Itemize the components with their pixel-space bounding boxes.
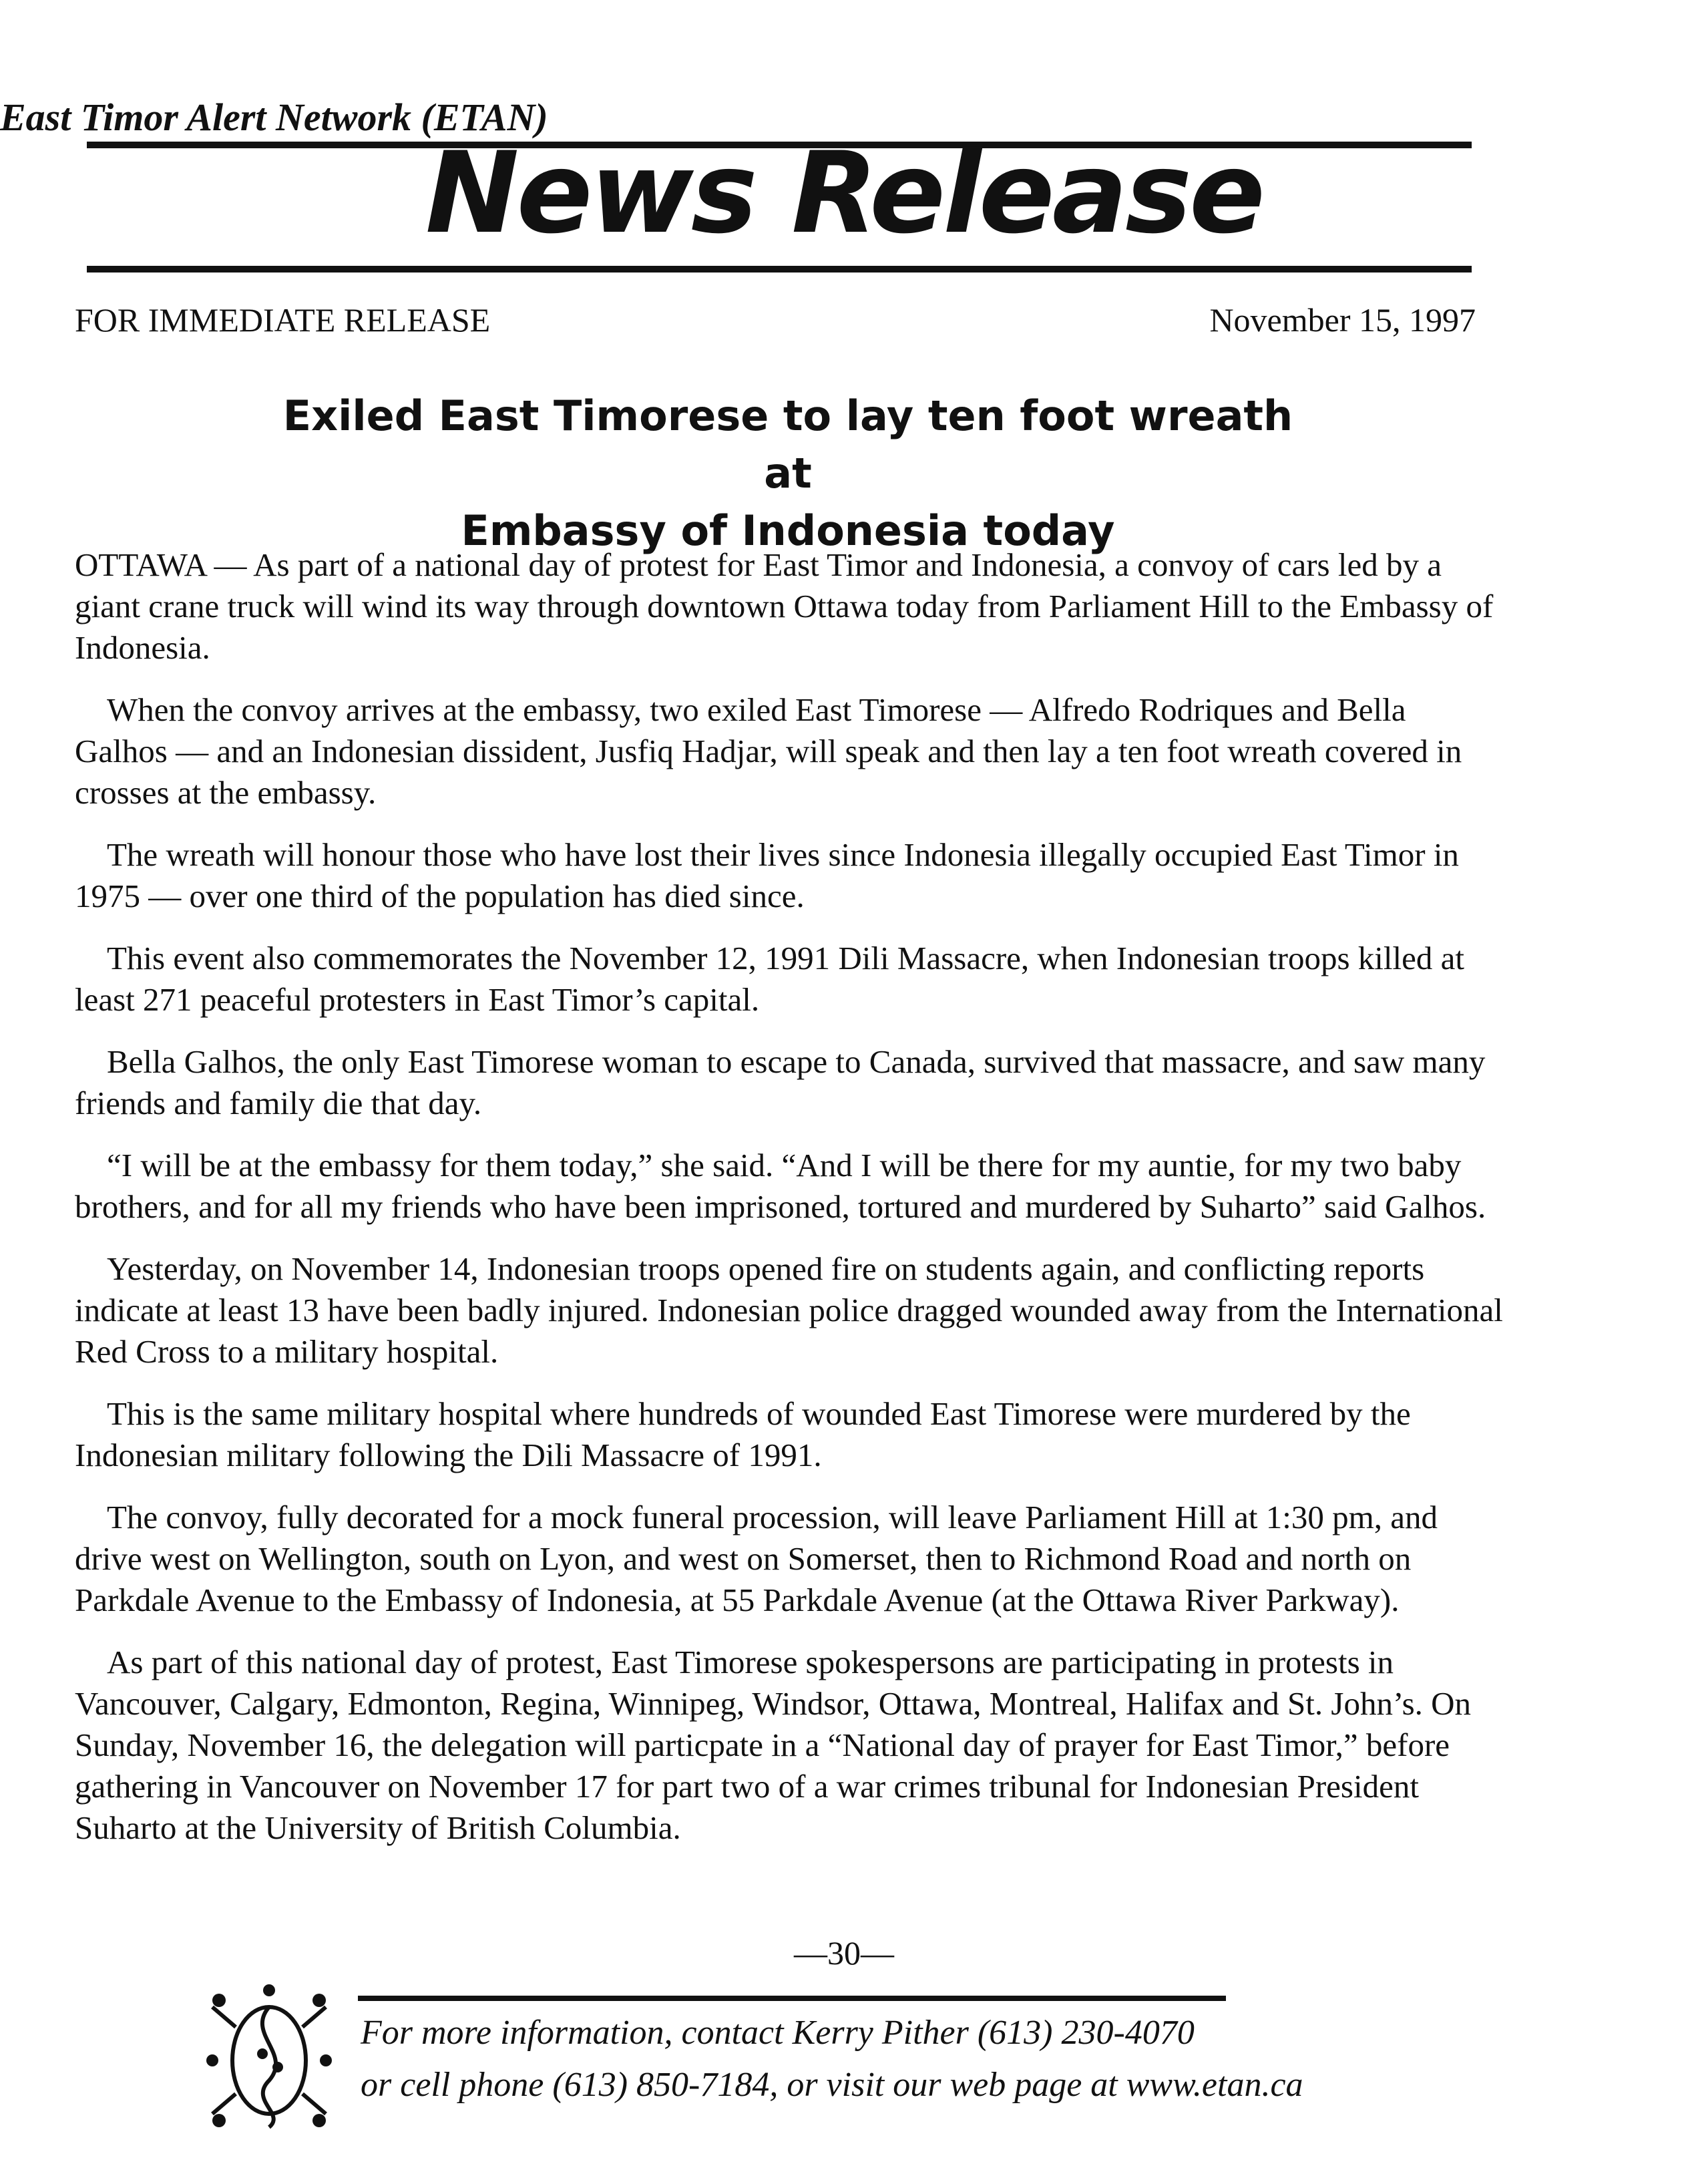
paragraph: OTTAWA — As part of a national day of protest for East Timor and Indonesia, a convoy of cars led by a giant crane truck will wind its way through downtown Ottawa today from Parliament Hill to the Embassy of Indonesia. <box>75 546 1494 666</box>
release-date: November 15, 1997 <box>1209 301 1476 339</box>
paragraph: The convoy, fully decorated for a mock funeral procession, will leave Parliament Hill at 1:30 pm, and drive west on Wellington, south on Lyon, and west on Somerset, then to Richmond Road and north on Parkdale Avenue to the Embassy of Indonesia, at 55 Parkdale Avenue (at the Ottawa River Parkway). <box>75 1499 1438 1618</box>
headline-line-2: Embassy of Indonesia today <box>461 506 1115 555</box>
paragraph: As part of this national day of protest, East Timorese spokespersons are participating in protests in Vancouver, Calgary, Edmonton, Regina, Winnipeg, Windsor, Ottawa, Montreal, Halifax and St. John’s. On Sunday, November 16, the delegation will particpate in a “National day of prayer for East Timor,” before gathering in Vancouver on November 17 for part two of a war crimes tribunal for Indonesian President Suharto at the University of British Columbia. <box>75 1644 1472 1846</box>
paragraph: “I will be at the embassy for them today,” she said. “And I will be there for my auntie, for my two baby brothers, and for all my friends who have been imprisoned, tortured and murdered by Suharto” said Galhos. <box>75 1147 1486 1225</box>
paragraph: This is the same military hospital where hundreds of wounded East Timorese were murdered by the Indonesian military following the Dili Massacre of 1991. <box>75 1395 1411 1473</box>
header-bottom-rule <box>87 266 1472 272</box>
contact-info <box>361 2007 1303 2111</box>
paragraph: This event also commemorates the November 12, 1991 Dili Massacre, when Indonesian troops killed at least 271 peaceful protesters in East Timor’s capital. <box>75 940 1464 1018</box>
page-title: News Release <box>425 128 1263 258</box>
headline-line-1: Exiled East Timorese to lay ten foot wreath at <box>282 391 1293 498</box>
footer-rule <box>358 1996 1226 2001</box>
organization-name: East Timor Alert Network (ETAN) <box>0 96 548 139</box>
end-mark: —30— <box>794 1934 894 1972</box>
contact-line-1: For more information, contact Kerry Pither (613) 230-4070 <box>361 2014 1195 2052</box>
decorative-lizard-emblem-icon <box>199 1980 339 2134</box>
paragraph: Bella Galhos, the only East Timorese woman to escape to Canada, survived that massacre, and saw many friends and family die that day. <box>75 1043 1486 1121</box>
paragraph: The wreath will honour those who have lost their lives since Indonesia illegally occupied East Timor in 1975 — over one third of the population has died since. <box>75 836 1459 914</box>
contact-line-2: or cell phone (613) 850-7184, or visit our web page at www.etan.ca <box>361 2066 1303 2104</box>
release-label: FOR IMMEDIATE RELEASE <box>75 301 491 339</box>
paragraph: When the convoy arrives at the embassy, two exiled East Timorese — Alfredo Rodriques and Bella Galhos — and an Indonesian dissident, Jusfiq Hadjar, will speak and then lay a ten foot wreath covered in crosses at the embassy. <box>75 691 1462 811</box>
paragraph: Yesterday, on November 14, Indonesian troops opened fire on students again, and conflicting reports indicate at least 13 have been badly injured. Indonesian police dragged wounded away from the International Red Cross to a military hospital. <box>75 1250 1503 1370</box>
article-body <box>75 544 1504 1869</box>
headline <box>254 387 1322 560</box>
